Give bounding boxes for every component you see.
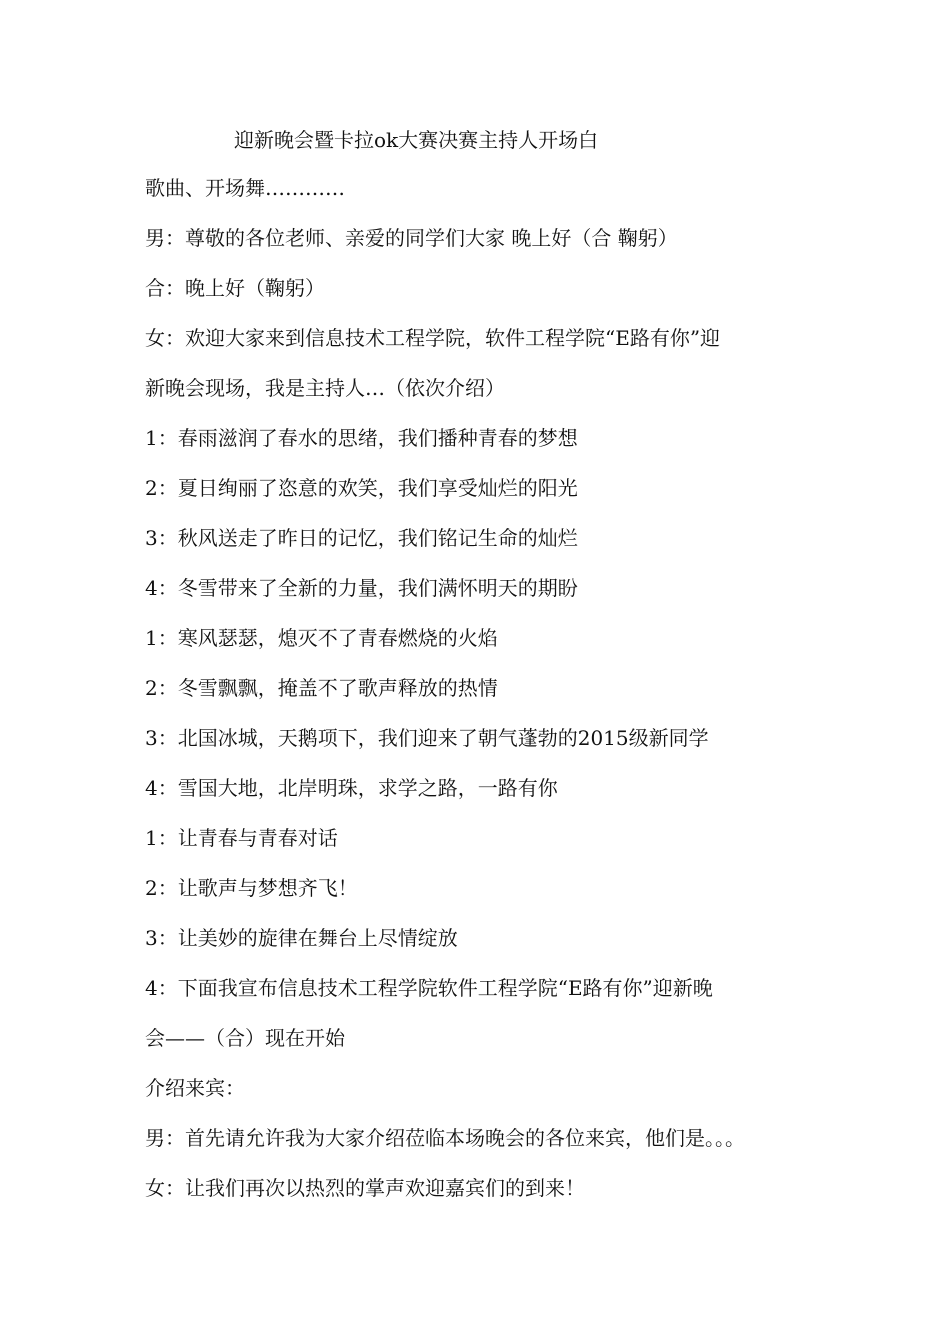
line-host2-snow: 2：冬雪飘飘，掩盖不了歌声释放的热情	[145, 676, 498, 700]
line-host2-song: 2：让歌声与梦想齐飞！	[145, 876, 358, 900]
line-male-greeting: 男：尊敬的各位老师、亲爱的同学们大家 晚上好（合 鞠躬）	[145, 226, 678, 250]
line-host1-youth: 1：让青春与青春对话	[145, 826, 338, 850]
line-together-greeting: 合：晚上好（鞠躬）	[145, 276, 325, 300]
line-female-welcome-1: 女：欢迎大家来到信息技术工程学院，软件工程学院“E路有你”迎	[145, 326, 721, 350]
line-male-guests: 男：首先请允许我为大家介绍莅临本场晚会的各位来宾，他们是。。。	[145, 1126, 745, 1150]
document-title: 迎新晚会暨卡拉ok大赛决赛主持人开场白	[234, 128, 599, 152]
document-body	[145, 171, 815, 1221]
line-host4-announce-2: 会——（合）现在开始	[145, 1026, 345, 1050]
line-host1-cold-wind: 1：寒风瑟瑟，熄灭不了青春燃烧的火焰	[145, 626, 498, 650]
line-host3-north-city: 3：北国冰城，天鹅项下，我们迎来了朝气蓬勃的2015级新同学	[145, 726, 709, 750]
line-female-welcome-2: 新晚会现场，我是主持人…（依次介绍）	[145, 376, 505, 400]
line-host1-spring: 1：春雨滋润了春水的思绪，我们播种青春的梦想	[145, 426, 578, 450]
line-host4-winter: 4：冬雪带来了全新的力量，我们满怀明天的期盼	[145, 576, 578, 600]
line-opening-song: 歌曲、开场舞…………	[145, 176, 345, 200]
line-host3-autumn: 3：秋风送走了昨日的记忆，我们铭记生命的灿烂	[145, 526, 578, 550]
line-female-applause: 女：让我们再次以热烈的掌声欢迎嘉宾们的到来！	[145, 1176, 585, 1200]
line-introduce-guests: 介绍来宾：	[145, 1076, 245, 1100]
line-host2-summer: 2：夏日绚丽了恣意的欢笑，我们享受灿烂的阳光	[145, 476, 578, 500]
line-host4-announce-1: 4：下面我宣布信息技术工程学院软件工程学院“E路有你”迎新晚	[145, 976, 713, 1000]
line-host4-snow-land: 4：雪国大地，北岸明珠，求学之路，一路有你	[145, 776, 558, 800]
line-host3-melody: 3：让美妙的旋律在舞台上尽情绽放	[145, 926, 458, 950]
